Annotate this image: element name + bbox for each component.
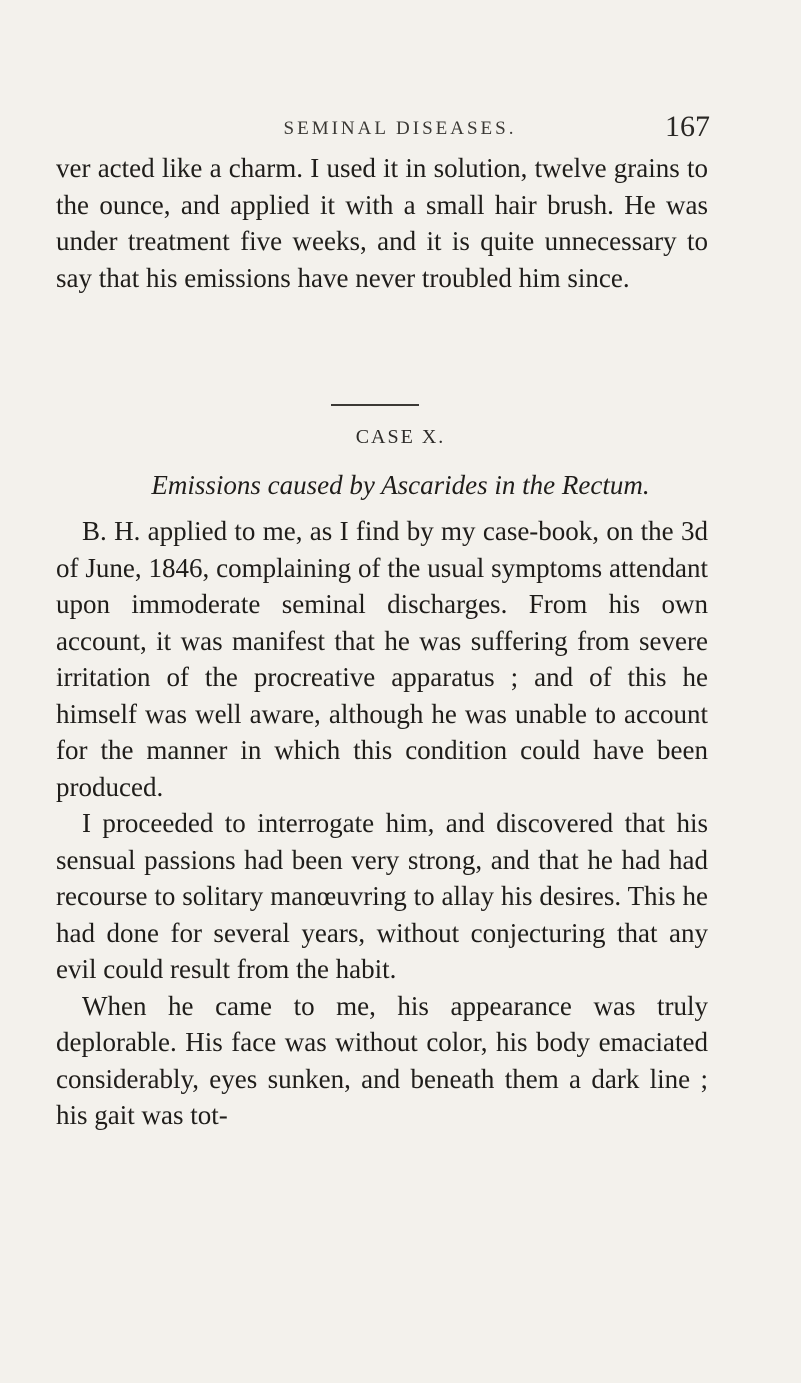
paragraph-interrogation: I proceeded to interrogate him, and discovered that his sensual passions had been very strong, and that he had had recourse to solitary manœuvring to allay his desires. This he had done for several years, without conjecturing that any evil could result from the habit. — [56, 808, 708, 984]
running-title: SEMINAL DISEASES. — [283, 118, 517, 139]
continuation-text — [56, 150, 708, 296]
paragraph-continuation: ver acted like a charm. I used it in solution, twelve grains to the ounce, and applied it with a small hair brush. He was under treatment five weeks, and it is quite unnecessary to say that his emissions have never troubled him since. — [56, 153, 708, 293]
page-number: 167 — [665, 110, 710, 143]
section-divider — [331, 404, 419, 406]
case-subtitle: Emissions caused by Ascarides in the Rectum. — [151, 470, 650, 500]
paragraph-case-intro: B. H. applied to me, as I find by my case-book, on the 3d of June, 1846, complaining of the usual symptoms attendant upon immoderate seminal discharges. From his own account, it was manifest that he was suffering from severe irritation of the procreative apparatus ; and of this he himself was well aware, although he was unable to account for the manner in which this condition could have been produced. — [56, 516, 708, 802]
case-body — [56, 513, 708, 1134]
running-head — [90, 110, 710, 150]
case-heading: CASE X. — [355, 426, 446, 448]
paragraph-appearance: When he came to me, his appearance was truly deplorable. His face was without color, his body emaciated considerably, eyes sunken, and beneath them a dark line ; his gait was tot- — [56, 990, 708, 1130]
